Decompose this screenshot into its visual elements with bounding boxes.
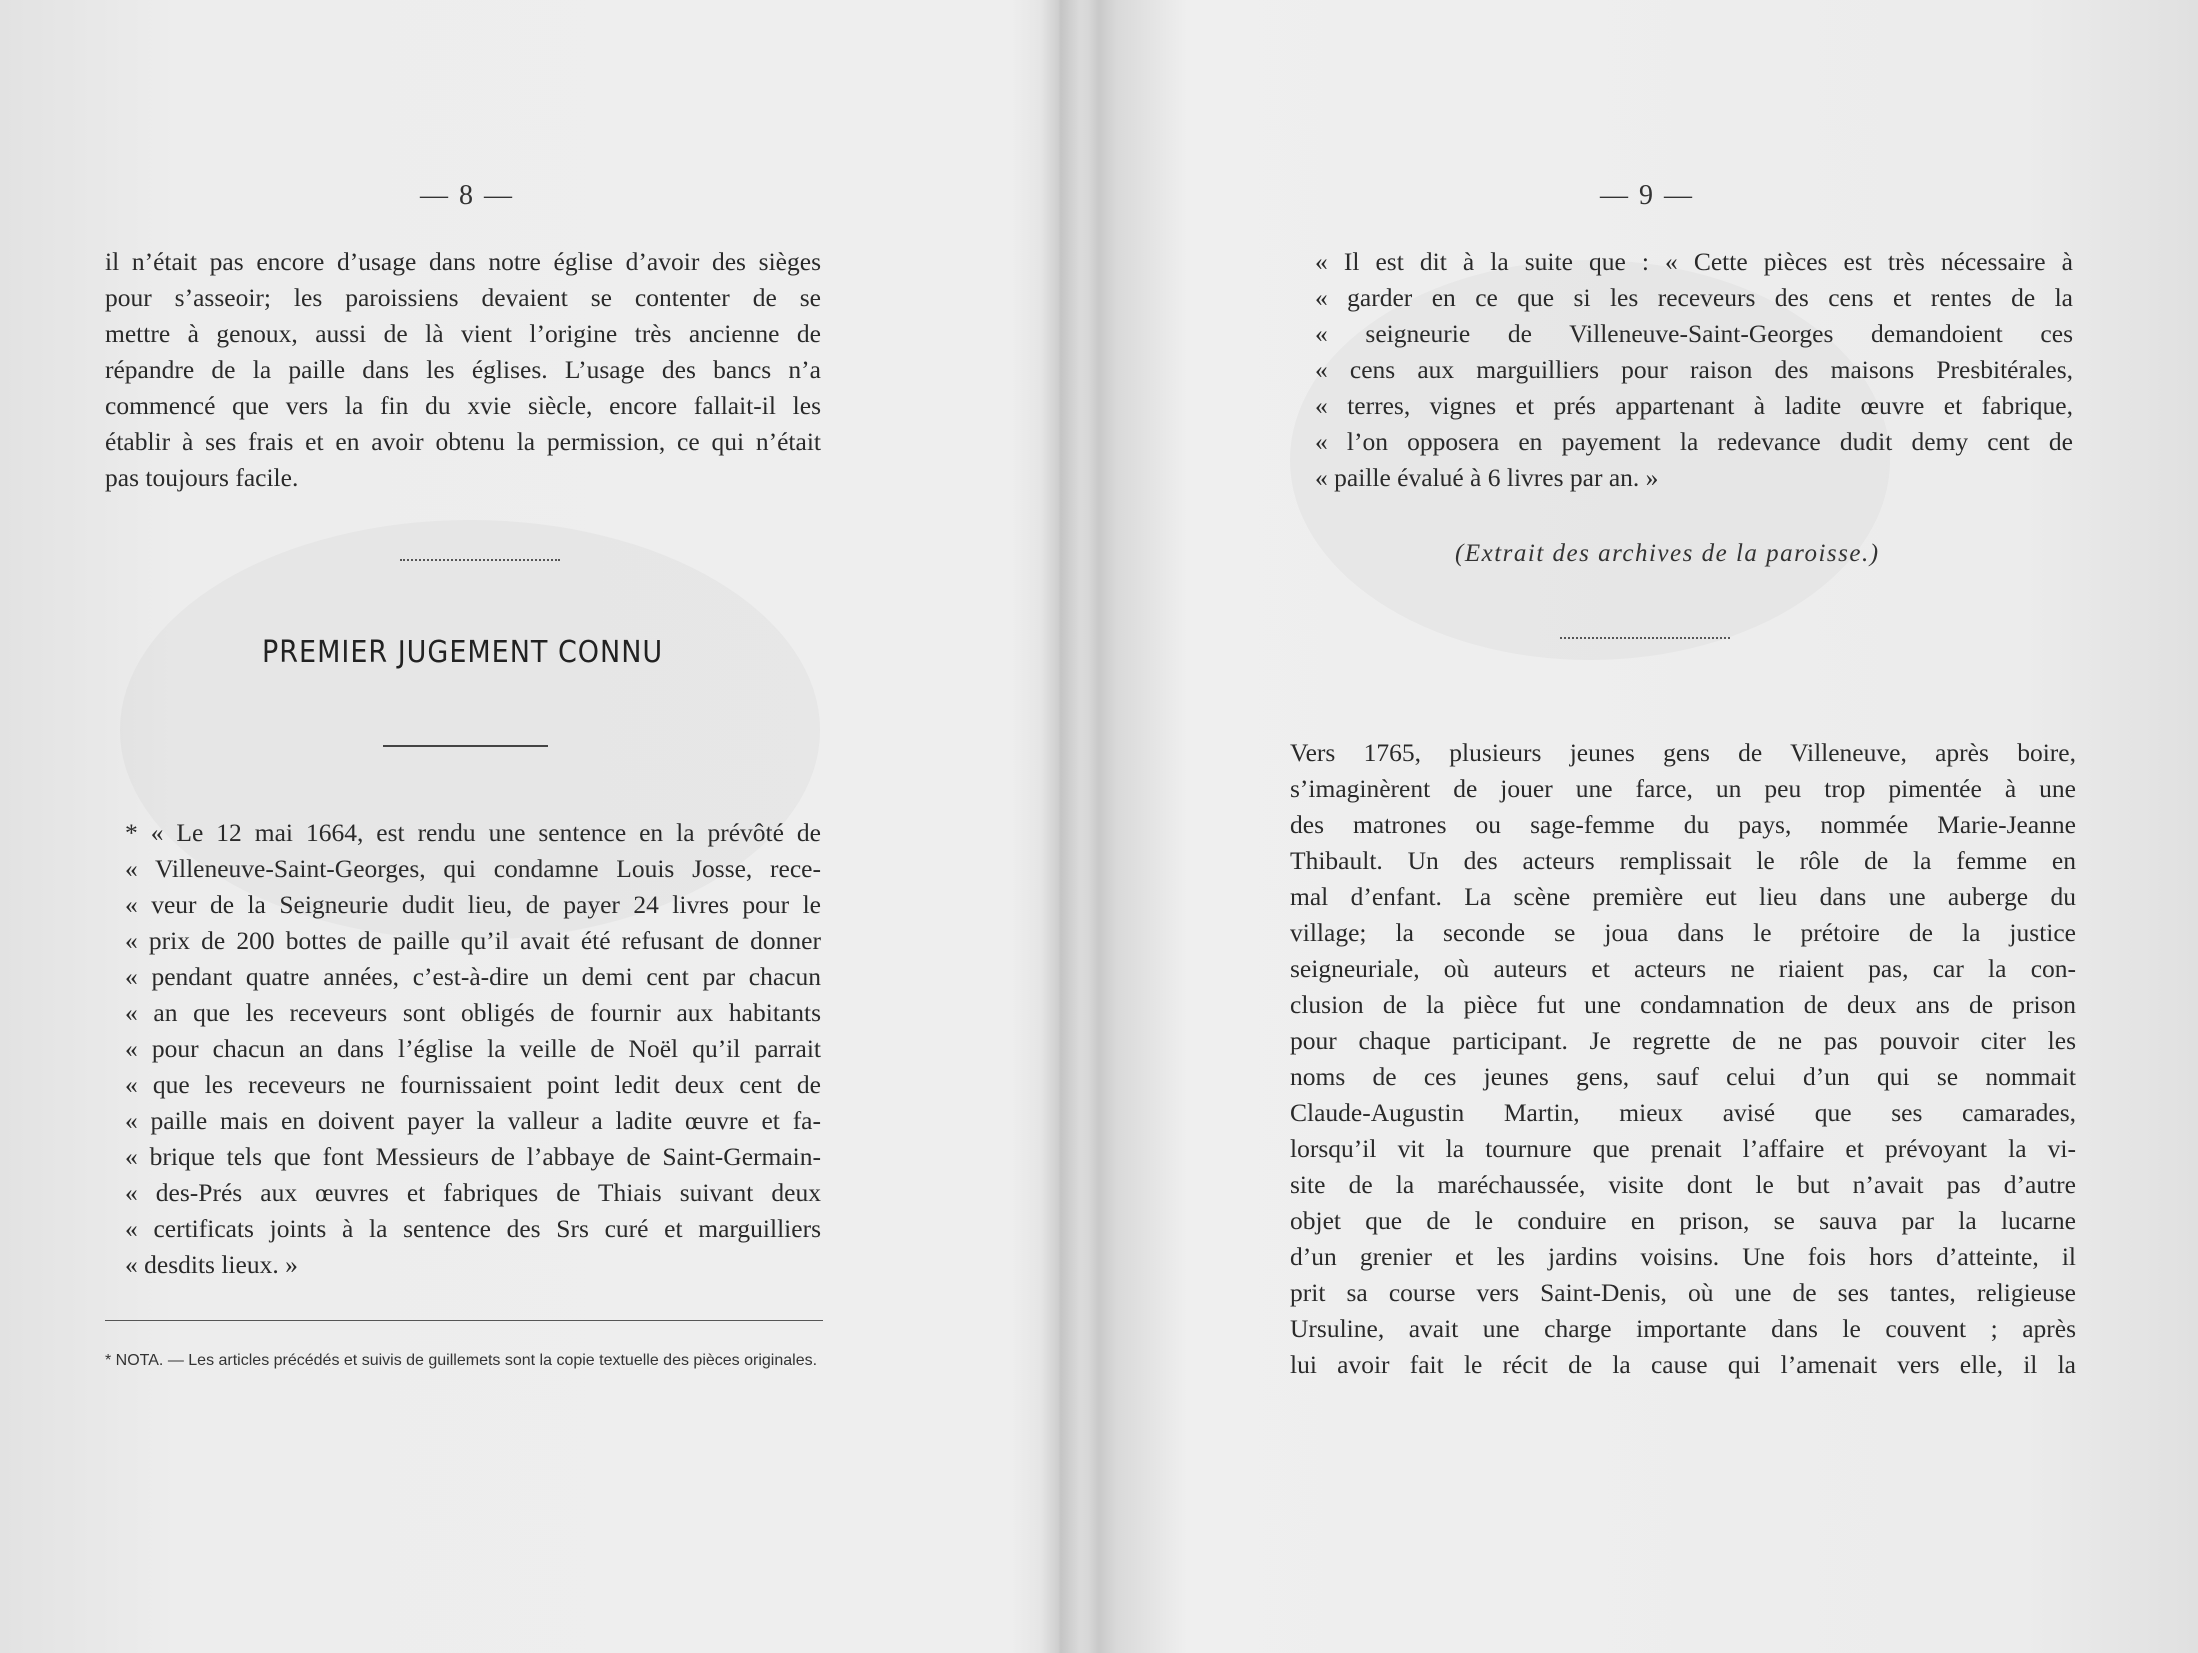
text-line: mal d’enfant. La scène première eut lieu dans une auberge du	[1290, 882, 2076, 911]
text-line: « veur de la Seigneurie dudit lieu, de payer 24 livres pour le	[125, 890, 821, 919]
text-line: répandre de la paille dans les églises. L’usage des bancs n’a	[105, 355, 821, 384]
quoted-paragraph	[1315, 244, 2073, 496]
text-line: « des-Prés aux œuvres et fabriques de Thiais suivant deux	[125, 1178, 821, 1207]
text-line: « garder en ce que si les receveurs des cens et rentes de la	[1315, 283, 2073, 312]
text-line: site de la maréchaussée, visite dont le but n’avait pas d’autre	[1290, 1170, 2076, 1199]
text-line: lui avoir fait le récit de la cause qui l’amenait vers elle, il la	[1290, 1350, 2076, 1379]
text-line: prit sa course vers Saint-Denis, où une de ses tantes, religieuse	[1290, 1278, 2076, 1307]
page-number: — 9 —	[1600, 180, 1694, 211]
text-line: commencé que vers la fin du xvie siècle, encore fallait-il les	[105, 391, 821, 420]
text-line: « pour chacun an dans l’église la veille de Noël qu’il parrait	[125, 1034, 821, 1063]
text-line: « terres, vignes et prés appartenant à ladite œuvre et fabrique,	[1315, 391, 2073, 420]
text-line: Ursuline, avait une charge importante dans le couvent ; après	[1290, 1314, 2076, 1343]
text-line: « que les receveurs ne fournissaient point ledit deux cent de	[125, 1070, 821, 1099]
text-line: Claude-Augustin Martin, mieux avisé que ses camarades,	[1290, 1098, 2076, 1127]
left-page	[0, 0, 1050, 1653]
text-line: « prix de 200 bottes de paille qu’il avait été refusant de donner	[125, 926, 821, 955]
heading-underline	[383, 745, 548, 747]
text-line: noms de ces jeunes gens, sauf celui d’un qui se nommait	[1290, 1062, 2076, 1091]
text-line: « Il est dit à la suite que : « Cette pièces est très nécessaire à	[1315, 247, 2073, 276]
footnote-rule	[105, 1320, 823, 1321]
ornamental-divider	[400, 559, 560, 561]
text-line: Vers 1765, plusieurs jeunes gens de Villeneuve, après boire,	[1290, 738, 2076, 767]
page-number: — 8 —	[420, 180, 514, 211]
text-line: « paille mais en doivent payer la valleur a ladite œuvre et fa-	[125, 1106, 821, 1135]
text-line: clusion de la pièce fut une condamnation de deux ans de prison	[1290, 990, 2076, 1019]
text-line: objet que de le conduire en prison, se sauva par la lucarne	[1290, 1206, 2076, 1235]
paragraph	[105, 244, 821, 496]
quoted-paragraph	[125, 815, 821, 1283]
paragraph	[1290, 735, 2076, 1383]
text-line: « certificats joints à la sentence des Srs curé et marguilliers	[125, 1214, 821, 1243]
text-line: d’un grenier et les jardins voisins. Une fois hors d’atteinte, il	[1290, 1242, 2076, 1271]
text-line: s’imaginèrent de jouer une farce, un peu trop pimentée à une	[1290, 774, 2076, 803]
text-line: « pendant quatre années, c’est-à-dire un demi cent par chacun	[125, 962, 821, 991]
source-caption: (Extrait des archives de la paroisse.)	[1455, 540, 1880, 567]
text-line: « brique tels que font Messieurs de l’abbaye de Saint-Germain-	[125, 1142, 821, 1171]
text-line: pour chaque participant. Je regrette de ne pas pouvoir citer les	[1290, 1026, 2076, 1055]
text-line: « Villeneuve-Saint-Georges, qui condamne Louis Josse, rece-	[125, 854, 821, 883]
text-line: « cens aux marguilliers pour raison des maisons Presbitérales,	[1315, 355, 2073, 384]
text-line: seigneuriale, où auteurs et acteurs ne riaient pas, car la con-	[1290, 954, 2076, 983]
text-line: « l’on opposera en payement la redevance dudit demy cent de	[1315, 427, 2073, 456]
text-line: « an que les receveurs sont obligés de fournir aux habitants	[125, 998, 821, 1027]
text-line: il n’était pas encore d’usage dans notre église d’avoir des sièges	[105, 247, 821, 276]
text-line: pour s’asseoir; les paroissiens devaient se contenter de se	[105, 283, 821, 312]
text-line: « seigneurie de Villeneuve-Saint-Georges demandoient ces	[1315, 319, 2073, 348]
text-line: village; la seconde se joua dans le prétoire de la justice	[1290, 918, 2076, 947]
text-line: mettre à genoux, aussi de là vient l’origine très ancienne de	[105, 319, 821, 348]
text-line: « paille évalué à 6 livres par an. »	[1315, 463, 1659, 492]
text-line: * « Le 12 mai 1664, est rendu une sentence en la prévôté de	[125, 818, 821, 847]
section-heading: PREMIER JUGEMENT CONNU	[262, 635, 664, 670]
text-line: Thibault. Un des acteurs remplissait le rôle de la femme en	[1290, 846, 2076, 875]
text-line: établir à ses frais et en avoir obtenu la permission, ce qui n’était	[105, 427, 821, 456]
text-line: des matrones ou sage-femme du pays, nommée Marie-Jeanne	[1290, 810, 2076, 839]
text-line: lorsqu’il vit la tournure que prenait l’affaire et prévoyant la vi-	[1290, 1134, 2076, 1163]
footnote: * NOTA. — Les articles précédés et suivis de guillemets sont la copie textuelle des pièces originales.	[105, 1352, 818, 1369]
text-line: pas toujours facile.	[105, 463, 299, 492]
ornamental-divider	[1560, 637, 1730, 639]
text-line: « desdits lieux. »	[125, 1250, 298, 1279]
right-page	[1070, 0, 2198, 1653]
